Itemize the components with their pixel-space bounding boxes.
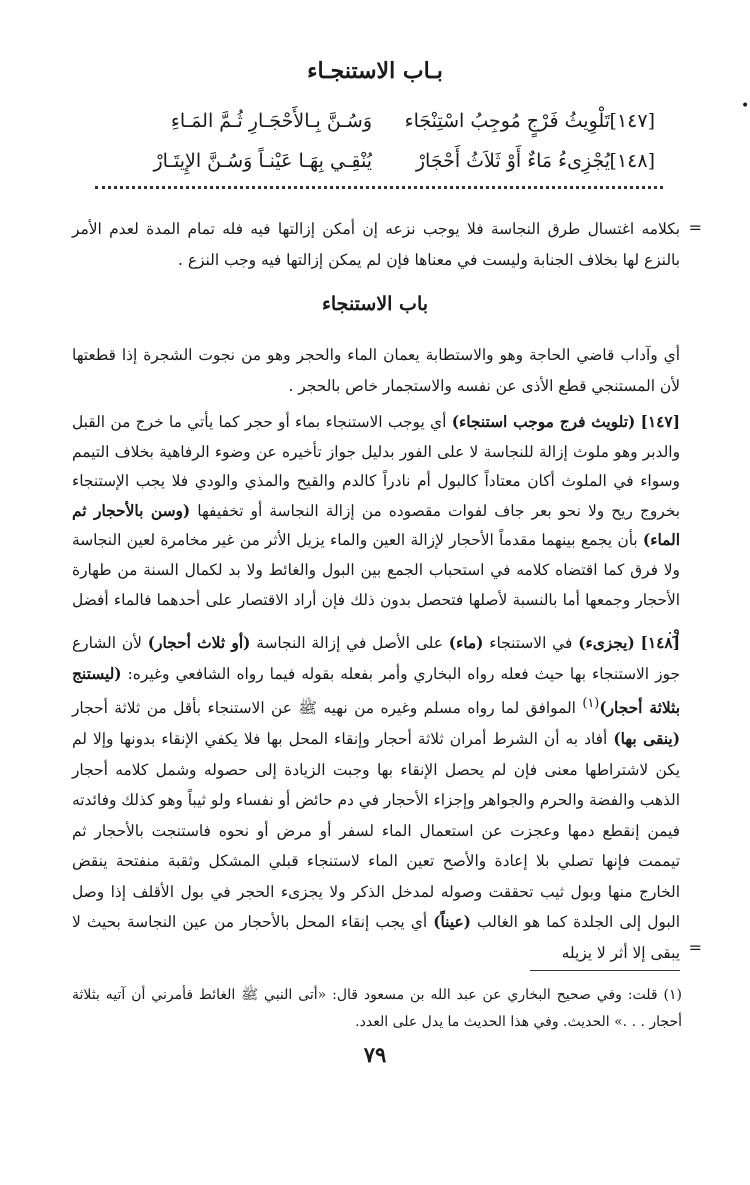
verse-second-hemistich: يُنْقِـي بِهَـا عَيْنـاً وَسُـنَّ الإِيتَـارْ	[153, 150, 372, 172]
dotted-divider	[95, 186, 663, 189]
lemma: (وسن بالأحجار ثم الماء)	[72, 501, 680, 550]
commentary-text: أفاد به أن الشرط أمران ثلاثة أحجار وإنقاء المحل بها فلا يكفي الإنقاء بدونها وإلا لم يكن لاشتراطها معنى فإن لم يحصل الإنقاء بها وجبت الزيادة إلى حصوله وشمل كلامه أحجار الذهب والفضة والحرم والجواهر وإجزاء الأحجار في دم حائض أو نفساء ولو ثيباً وهو كذلك وفائدته فيمن إنقطع دمها وعجزت عن استعمال الماء لسفر أو مرض أو نحوه فاستنجت بالأحجار ثم تيممت فإنها تصلي بلا إعادة والأصح تعين الماء لاستنجاء قبلي المشكل وثقبة منفتحة ينقض الخارج منها وبول ثيب تحققت وصوله لمدخل الذكر ولا يجزىء الحجر في بول الأقلف إذا وصل البول إلى الجلدة كما هو الغالب	[72, 729, 680, 932]
verse-147	[0, 110, 750, 146]
verse-first-hemistich: تَلْوِيثُ فَرْجٍ مُوجِبُ اسْتِنْجَاء	[404, 110, 610, 132]
verse-ref: [١٤٧]	[640, 413, 680, 431]
lemma: (يجزىء)	[578, 634, 635, 652]
section-title: باب الاستنجاء	[321, 293, 429, 315]
commentary-148	[72, 628, 680, 969]
lemma: (ينقى بها)	[613, 729, 680, 748]
commentary-147	[72, 408, 680, 645]
continuation-paragraph: بكلامه اغتسال طرق النجاسة فلا يوجب نزعه إن أمكن إزالتها فيه فله تمام المدة لعدم الأمر بالنزع لها بخلاف الجنابة وليست في معناها فإن لم يمكن إزالتها فيه وجب النزع .	[72, 220, 680, 269]
continuation-mark: =	[688, 938, 702, 957]
continuation-mark: =	[688, 218, 702, 237]
lemma: (تلويث فرج موجب استنجاء)	[451, 413, 636, 431]
intro-paragraph: أي وآداب قاضي الحاجة وهو والاستطابة يعمان الماء والحجر وهو من نجوت الشجرة إذا قطعتها لأن المستنجي قطع الأذى عن نفسه والاستجمار خاص بالحجر .	[72, 346, 680, 395]
verse-first-hemistich: يُجْزِىءُ مَاءٌ أَوْ ثَلاَثُ أَحْجَارْ	[415, 150, 610, 172]
lemma: (ماء)	[448, 634, 484, 652]
verse-number: [١٤٧]	[609, 110, 655, 132]
commentary-text: بأن يجمع بينهما مقدماً الأحجار لإزالة العين والماء يزيل الأثر من غير مخامرة لعين النجاسة ولا فرق كما اقتضاه كلامه في استحباب الجمع بين البول والغائط ولا بد لكمال السنة من طهارة الأحجار وجمعها أما بالنسبة لأصلها فتحصل بدون ذلك فإن أراد الاقتصار على أحدهما فالماء أفضل و.	[72, 531, 680, 639]
footnote: (١) قلت: وفي صحيح البخاري عن عبد الله بن مسعود قال: «أتى النبي ﷺ الغائط فأمرني أن آتيه بثلاثة أحجار . . .» الحديث. وفي هذا الحديث ما يدل على العدد.	[72, 987, 682, 1030]
commentary-text: الموافق لما رواه مسلم وغيره من نهيه ﷺ عن الاستنجاء بأقل من ثلاثة أحجار	[72, 699, 583, 718]
commentary-text: على الأصل في إزالة النجاسة	[250, 634, 449, 652]
lemma: (ليستنج بثلاثة أحجار)	[72, 664, 680, 718]
verse-second-hemistich: وَسُـنَّ بِـالأَحْجَـارِ ثُـمَّ المَـاءِ	[170, 110, 372, 132]
commentary-text: أي يجب إنقاء المحل بالأحجار من عين النجاسة بحيث لا يبقى إلا أثر لا يزيله	[72, 913, 680, 963]
page-number: ٧٩	[363, 1042, 387, 1067]
footnote-rule	[530, 970, 680, 971]
commentary-text: في الاستنجاء	[483, 634, 579, 652]
footnote-ref[interactable]: (١)	[582, 696, 600, 712]
commentary-text: لأن الشارع جوز الاستنجاء بها حيث فعله رواه البخاري وأمر بفعله بقوله فيما رواه الشافعي وغيره:	[72, 634, 680, 683]
lemma: (أو ثلاث أحجار)	[147, 634, 251, 652]
running-title: بـاب الاستنجـاء	[307, 58, 443, 84]
verse-ref: [١٤٨]	[640, 634, 680, 652]
commentary-text: أي يوجب الاستنجاء بماء أو حجر كما يأتي ما خرج من القبل والدبر وهو ملوث إزالة للنجاسة لا على الفور بدليل جواز تأخيره عن وضوء الرفاهية بخلاف التيمم وسواء في الملوث أكان معتاداً كالبول أم نادراً كالدم والقيح والمذي والودي فلا يجب الإستنجاء بخروج ريح ولا نحو بعر جاف لفوات مقصوده من إزالة النجاسة أو تخفيفها	[72, 413, 680, 520]
lemma: (عيناً)	[433, 913, 471, 932]
margin-mark: •	[741, 98, 750, 114]
verse-148	[0, 150, 750, 186]
verse-number: [١٤٨]	[609, 150, 655, 172]
